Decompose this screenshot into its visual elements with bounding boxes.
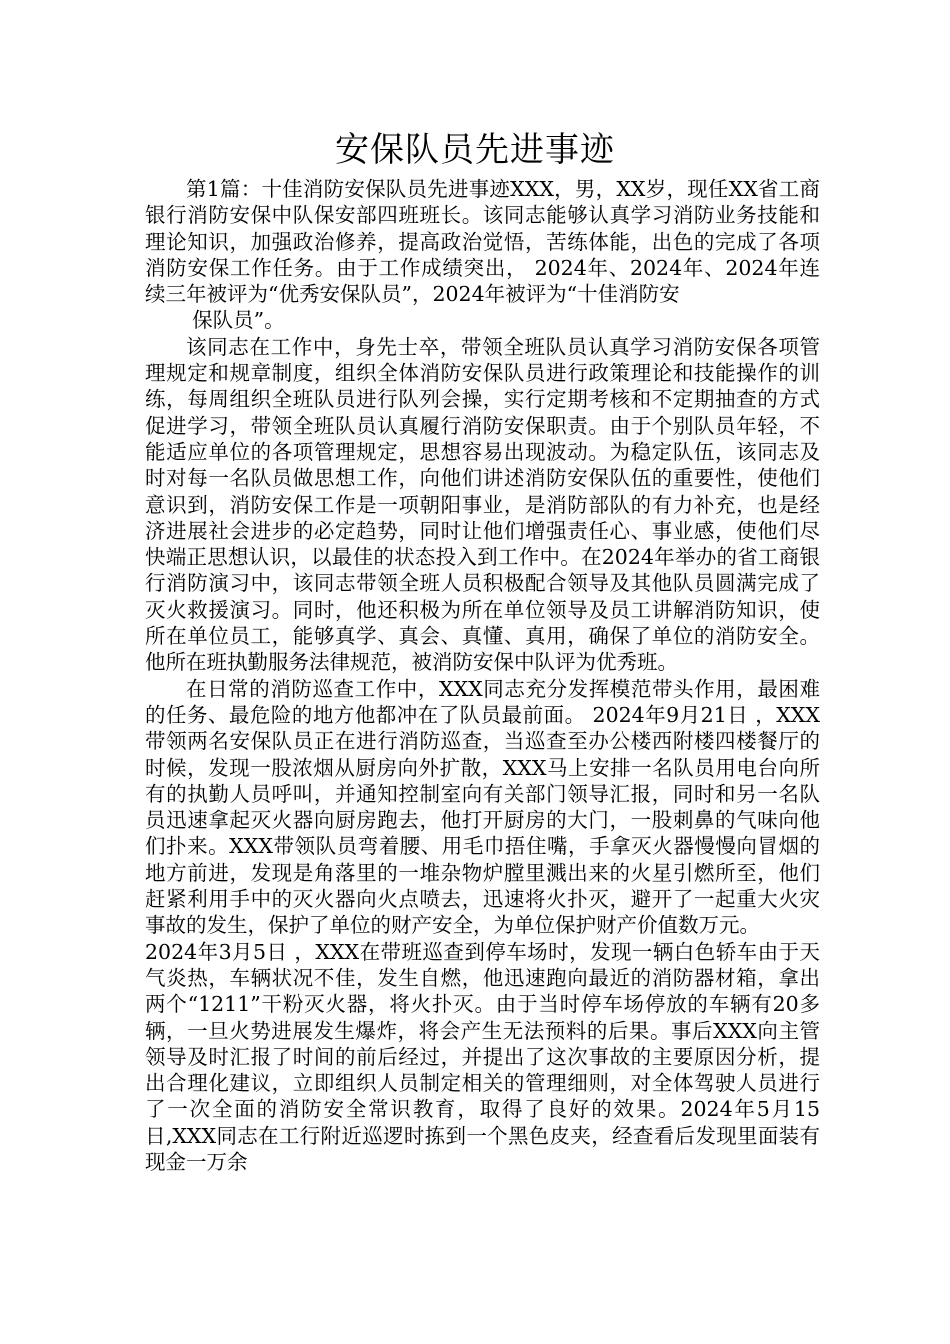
paragraph-fire-patrol: 在日常的消防巡查工作中，XXX同志充分发挥模范带头作用，最困难的任务、最危险的地方他都冲在了队员最前面。 2024年9月21日 ，XXX带领两名安保队员正在进行消防巡查，当巡查至办公楼西附楼四楼餐厅的时候，发现一股浓烟从厨房向外扩散，XXX马上安排一名队员用电台向所有的执勤人员呼叫，并通知控制室向有关部门领导汇报，同时和另一名队员迅速拿起灭火器向厨房跑去，他打开厨房的大门，一股刺鼻的气味向他们扑来。XXX带领队员弯着腰、用毛巾捂住嘴，手拿灭火器慢慢向冒烟的地方前进，发现是角落里的一堆杂物炉膛里溅出来的火星引燃所至，他们赶紧利用手中的灭火器向火点喷去，迅速将火扑灭，避开了一起重大火灾事故的发生，保护了单位的财产安全，为单位保护财产价值数万元。 bbox=[145, 676, 820, 938]
paragraph-intro: 第1篇：十佳消防安保队员先进事迹XXX，男，XX岁，现任XX省工商银行消防安保中队保安部四班班长。该同志能够认真学习消防业务技能和理论知识，加强政治修养，提高政治觉悟，苦练体能，出色的完成了各项消防安保工作任务。由于工作成绩突出， 2024年、2024年、2024年连续三年被评为“优秀安保队员”，2024年被评为“十佳消防安 bbox=[145, 177, 820, 307]
document-title: 安保队员先进事迹 bbox=[335, 130, 615, 170]
paragraph-parking-fire: 2024年3月5日 ，XXX在带班巡查到停车场时，发现一辆白色轿车由于天气炎热，车辆状况不佳，发生自燃，他迅速跑向最近的消防器材箱，拿出两个“1211”干粉灭火器，将火扑灭。由于当时停车场停放的车辆有20多辆，一旦火势进展发生爆炸，将会产生无法预料的后果。事后XXX向主管领导及时汇报了时间的前后经过，并提出了这次事故的主要原因分析，提出合理化建议，立即组织人员制定相关的管理细则，对全体驾驶人员进行了一次全面的消防安全常识教育，取得了良好的效果。2024年5月15日,XXX同志在工行附近巡逻时拣到一个黑色皮夹，经查看后发现里面装有现金一万余 bbox=[145, 939, 820, 1174]
paragraph-work-performance: 该同志在工作中，身先士卒，带领全班队员认真学习消防安保各项管理规定和规章制度，组织全体消防安保队员进行政策理论和技能操作的训练，每周组织全班队员进行队列会操，实行定期考核和不定期抽查的方式促进学习，带领全班队员认真履行消防安保职责。由于个别队员年轻，不能适应单位的各项管理规定，思想容易出现波动。为稳定队伍，该同志及时对每一名队员做思想工作，向他们讲述消防安保队伍的重要性，使他们意识到，消防安保工作是一项朝阳事业，是消防部队的有力补充，也是经济进展社会进步的必定趋势，同时让他们增强责任心、事业感，使他们尽快端正思想认识，以最佳的状态投入到工作中。在2024年举办的省工商银行消防演习中，该同志带领全班人员积极配合领导及其他队员圆满完成了灭火救援演习。同时，他还积极为所在单位领导及员工讲解消防知识，使所在单位员工，能够真学、真会、真懂、真用，确保了单位的消防安全。他所在班执勤服务法律规范，被消防安保中队评为优秀班。 bbox=[145, 334, 820, 675]
paragraph-intro-continuation: 保队员”。 bbox=[192, 308, 285, 333]
document-body bbox=[145, 176, 820, 1175]
